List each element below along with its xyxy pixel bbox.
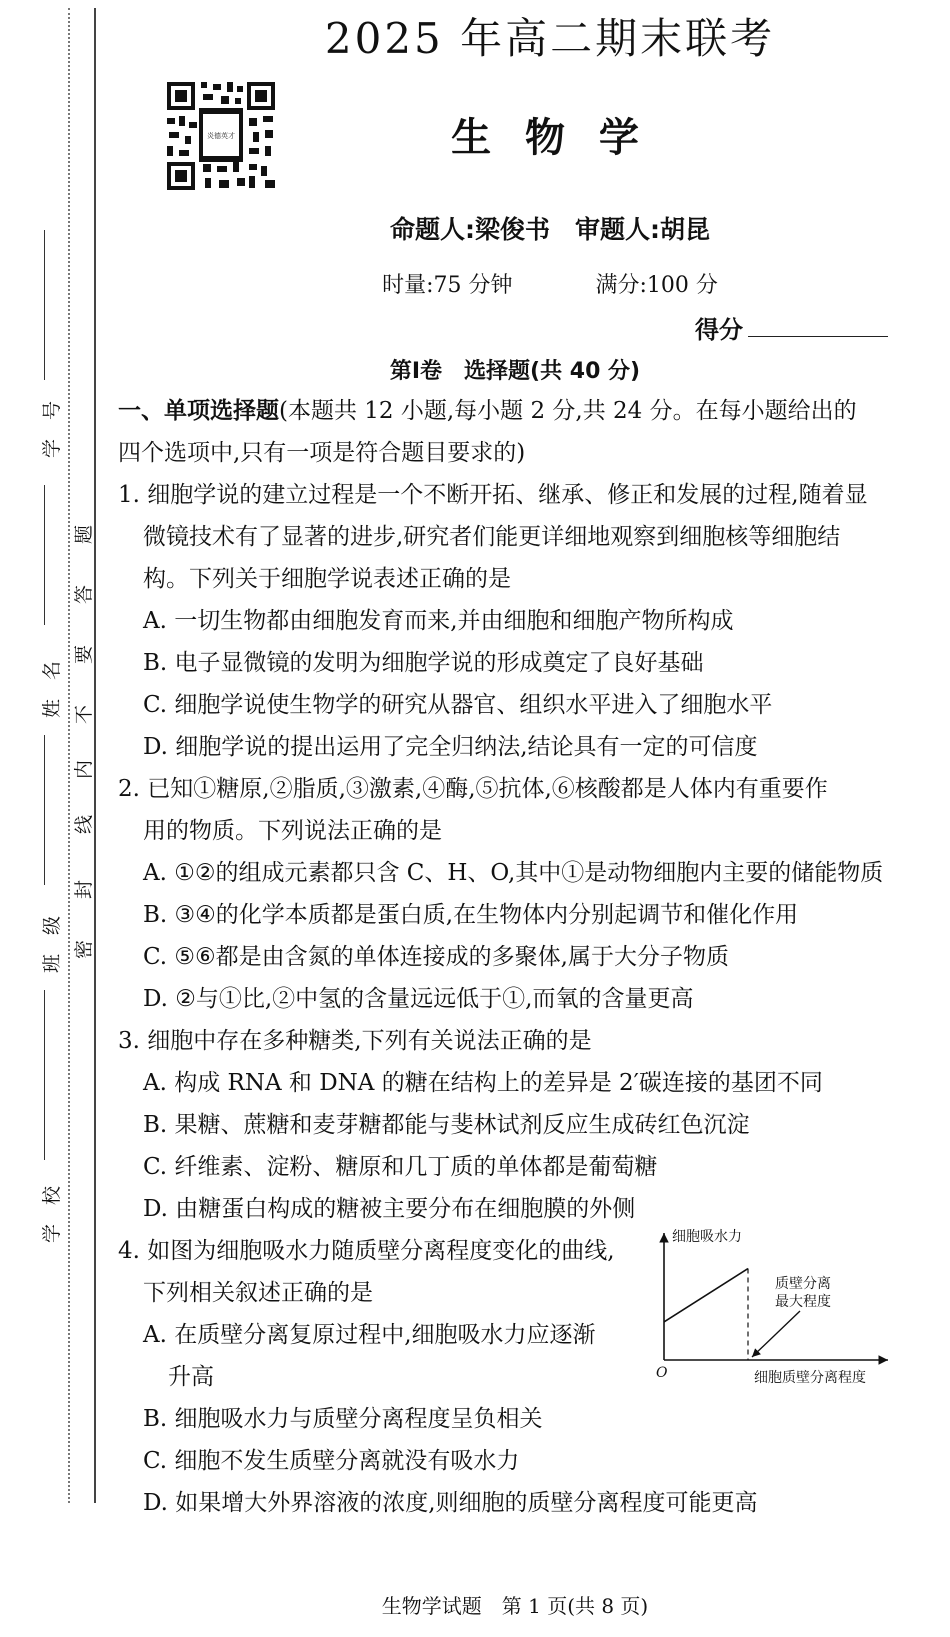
- class-blank: [44, 735, 45, 885]
- class-label: 班 级: [41, 915, 64, 974]
- q4-stem: 下列相关叙述正确的是: [143, 1280, 373, 1306]
- suction-force-chart: [650, 1225, 895, 1395]
- q2-stem: 用的物质。下列说法正确的是: [143, 818, 442, 844]
- q4-option-b: B. 细胞吸水力与质壁分离程度呈负相关: [143, 1406, 543, 1432]
- q2-option-b: B. ③④的化学本质都是蛋白质,在生物体内分别起调节和催化作用: [143, 902, 799, 928]
- page-footer: 生物学试题 第 1 页(共 8 页): [381, 1594, 649, 1618]
- q1-stem: 构。下列关于细胞学说表述正确的是: [143, 566, 511, 592]
- annotation-text: 最大程度: [775, 1294, 831, 1310]
- q4-option-c: C. 细胞不发生质壁分离就没有吸水力: [143, 1448, 520, 1474]
- q1-option-b: B. 电子显微镜的发明为细胞学说的形成奠定了良好基础: [143, 650, 704, 676]
- seal-char: 要: [73, 644, 96, 665]
- subject-title: 生 物 学: [451, 115, 649, 161]
- part-title: 第Ⅰ卷 选择题(共 40 分): [389, 359, 641, 384]
- q3-option-a: A. 构成 RNA 和 DNA 的糖在结构上的差异是 2′碳连接的基团不同: [143, 1070, 823, 1096]
- q1-stem: 1. 细胞学说的建立过程是一个不断开拓、继承、修正和发展的过程,随着显: [118, 482, 868, 508]
- seal-char: 内: [73, 759, 96, 780]
- q3-option-b: B. 果糖、蔗糖和麦芽糖都能与斐林试剂反应生成砖红色沉淀: [143, 1112, 750, 1138]
- seal-char: 不: [73, 704, 96, 725]
- score-blank[interactable]: [748, 336, 888, 337]
- section-instruction: 一、单项选择题(本题共 12 小题,每小题 2 分,共 24 分。在每小题给出的: [118, 398, 857, 424]
- seal-char: 密: [73, 939, 96, 960]
- q2-option-a: A. ①②的组成元素都只含 C、H、O,其中①是动物细胞内主要的储能物质: [143, 860, 884, 886]
- q1-option-a: A. 一切生物都由细胞发育而来,并由细胞和细胞产物所构成: [143, 608, 734, 634]
- q2-stem: 2. 已知①糖原,②脂质,③激素,④酶,⑤抗体,⑥核酸都是人体内有重要作: [118, 776, 828, 802]
- q3-stem: 3. 细胞中存在多种糖类,下列有关说法正确的是: [118, 1028, 592, 1054]
- x-axis-label: 细胞质壁分离程度: [754, 1370, 866, 1386]
- seal-char: 答: [73, 584, 96, 605]
- qr-center-text: 炎德英才: [207, 132, 235, 140]
- seal-char: 封: [73, 879, 96, 900]
- authors: 命题人:梁俊书 审题人:胡昆: [390, 215, 710, 244]
- q3-option-c: C. 纤维素、淀粉、糖原和几丁质的单体都是葡萄糖: [143, 1154, 658, 1180]
- origin-label: O: [656, 1365, 668, 1381]
- name-blank: [44, 485, 45, 625]
- full-score: 满分:100 分: [595, 273, 718, 298]
- fold-dotted-line: [68, 8, 70, 1503]
- q4-option-d: D. 如果增大外界溶液的浓度,则细胞的质壁分离程度可能更高: [143, 1490, 758, 1516]
- name-label: 姓 名: [41, 660, 64, 719]
- q1-option-c: C. 细胞学说使生物学的研究从器官、组织水平进入了细胞水平: [143, 692, 773, 718]
- annotation-arrow: [752, 1311, 800, 1357]
- annotation-text: 质壁分离: [775, 1276, 831, 1292]
- q1-option-d: D. 细胞学说的提出运用了完全归纳法,结论具有一定的可信度: [143, 734, 758, 760]
- binding-solid-line: [94, 8, 96, 1503]
- q1-stem: 微镜技术有了显著的进步,研究者们能更详细地观察到细胞核等细胞结: [143, 524, 841, 550]
- school-blank: [44, 990, 45, 1160]
- q4-stem: 4. 如图为细胞吸水力随质壁分离程度变化的曲线,: [118, 1238, 615, 1264]
- seal-char: 线: [73, 814, 96, 835]
- q3-option-d: D. 由糖蛋白构成的糖被主要分布在细胞膜的外侧: [143, 1196, 636, 1222]
- school-label: 学 校: [41, 1185, 64, 1244]
- student-id-label: 学 号: [41, 400, 64, 459]
- seal-char: 题: [73, 524, 96, 545]
- q2-option-d: D. ②与①比,②中氢的含量远远低于①,而氧的含量更高: [143, 986, 694, 1012]
- exam-info: [190, 268, 910, 299]
- exam-title: 2025 年高二期末联考: [324, 14, 776, 63]
- y-axis-label: 细胞吸水力: [672, 1229, 742, 1245]
- curve-line: [664, 1269, 748, 1322]
- section-instruction-line2: 四个选项中,只有一项是符合题目要求的): [118, 440, 526, 466]
- q2-option-c: C. ⑤⑥都是由含氮的单体连接成的多聚体,属于大分子物质: [143, 944, 729, 970]
- score-label: 得分: [695, 316, 743, 344]
- student-id-blank: [44, 230, 45, 380]
- q4-option-a: A. 在质壁分离复原过程中,细胞吸水力应逐渐: [143, 1322, 596, 1348]
- section-heading: 一、单项选择题: [118, 398, 279, 424]
- q4-option-a-cont: 升高: [168, 1364, 214, 1390]
- time-limit: 时量:75 分钟: [382, 273, 513, 298]
